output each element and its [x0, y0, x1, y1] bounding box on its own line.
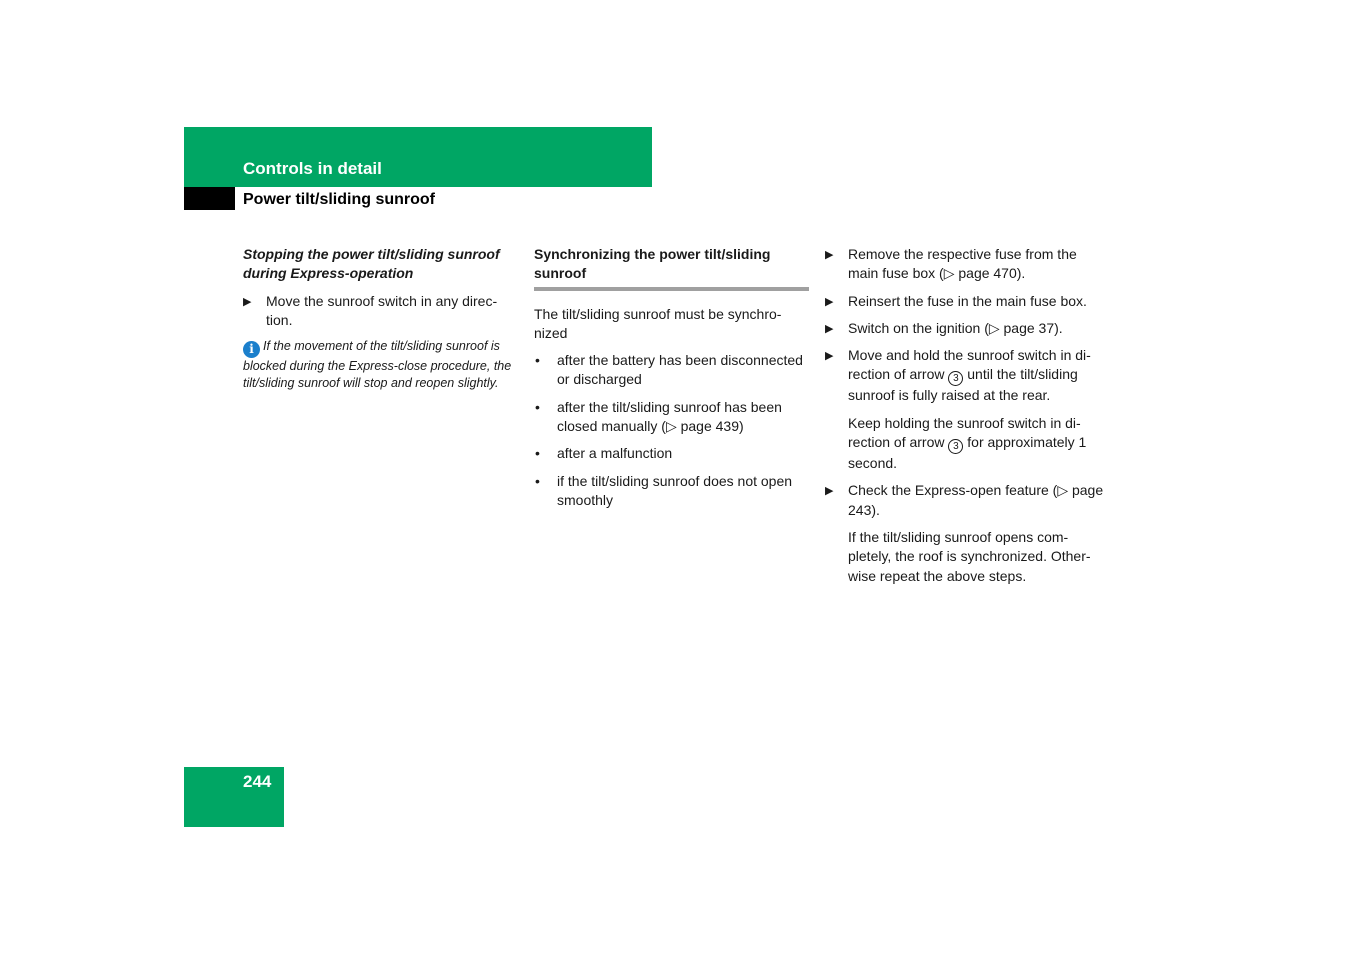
step-arrow-icon: ▶	[243, 295, 252, 308]
heading-rule	[534, 287, 809, 291]
intro-text: The tilt/sliding sunroof must be synchro-nized	[534, 305, 782, 341]
list-item: • if the tilt/sliding sunroof does not open smoothly	[535, 472, 793, 508]
step-ignition: ▶ Switch on the ignition (▷ page 37).	[825, 319, 1105, 338]
section-title: Controls in detail	[243, 159, 382, 178]
step-arrow-icon: ▶	[825, 295, 834, 308]
step-hold-switch: ▶ Move and hold the sunroof switch in di-rection of arrow 3 until the tilt/sliding sunroof is fully raised at the rear.	[825, 347, 1091, 404]
step-arrow-icon: ▶	[825, 350, 834, 363]
step-check-detail: If the tilt/sliding sunroof opens com-pletely, the roof is synchronized. Other-wise repeat the above steps.	[848, 528, 1091, 584]
page-number: 244	[243, 772, 272, 791]
step-check-express: ▶ Check the Express-open feature (▷ page 243).	[825, 482, 1104, 518]
column-steps	[825, 245, 1105, 594]
step-move-switch: ▶ Move the sunroof switch in any direc-tion.	[243, 292, 498, 328]
bullet-icon: •	[535, 445, 540, 462]
list-item: • after the battery has been disconnected or discharged	[535, 352, 803, 388]
section-tab-marker	[184, 187, 235, 210]
heading-synchronizing: Synchronizing the power tilt/sliding sunroof	[534, 246, 771, 282]
step-arrow-icon: ▶	[825, 485, 834, 498]
heading-stopping: Stopping the power tilt/sliding sunroof during Express-operation	[243, 246, 500, 282]
step-remove-fuse: ▶ Remove the respective fuse from the main fuse box (▷ page 470).	[825, 246, 1077, 282]
step-arrow-icon: ▶	[825, 249, 834, 261]
list-item: • after the tilt/sliding sunroof has been closed manually (▷ page 439)	[535, 398, 782, 435]
page-title: Power tilt/sliding sunroof	[243, 191, 435, 208]
step-arrow-icon: ▶	[825, 322, 834, 335]
column-synchronizing	[534, 245, 809, 518]
arrow-number-badge: 3	[948, 371, 963, 386]
bullet-icon: •	[535, 352, 540, 369]
info-note: i If the movement of the tilt/sliding sunroof is blocked during the Express-close procedure, the tilt/sliding sunroof will stop and reopen slightly.	[243, 339, 512, 391]
list-item: • after a malfunction	[534, 444, 809, 463]
arrow-number-badge: 3	[948, 439, 963, 454]
info-icon: i	[243, 341, 260, 358]
bullet-icon: •	[535, 472, 540, 489]
column-stopping	[243, 245, 518, 392]
bullet-icon: •	[535, 398, 540, 415]
step-reinsert-fuse: ▶ Reinsert the fuse in the main fuse box.	[825, 292, 1105, 311]
step-hold-detail: Keep holding the sunroof switch in di-rection of arrow 3 for approximately 1 second.	[848, 414, 1087, 472]
